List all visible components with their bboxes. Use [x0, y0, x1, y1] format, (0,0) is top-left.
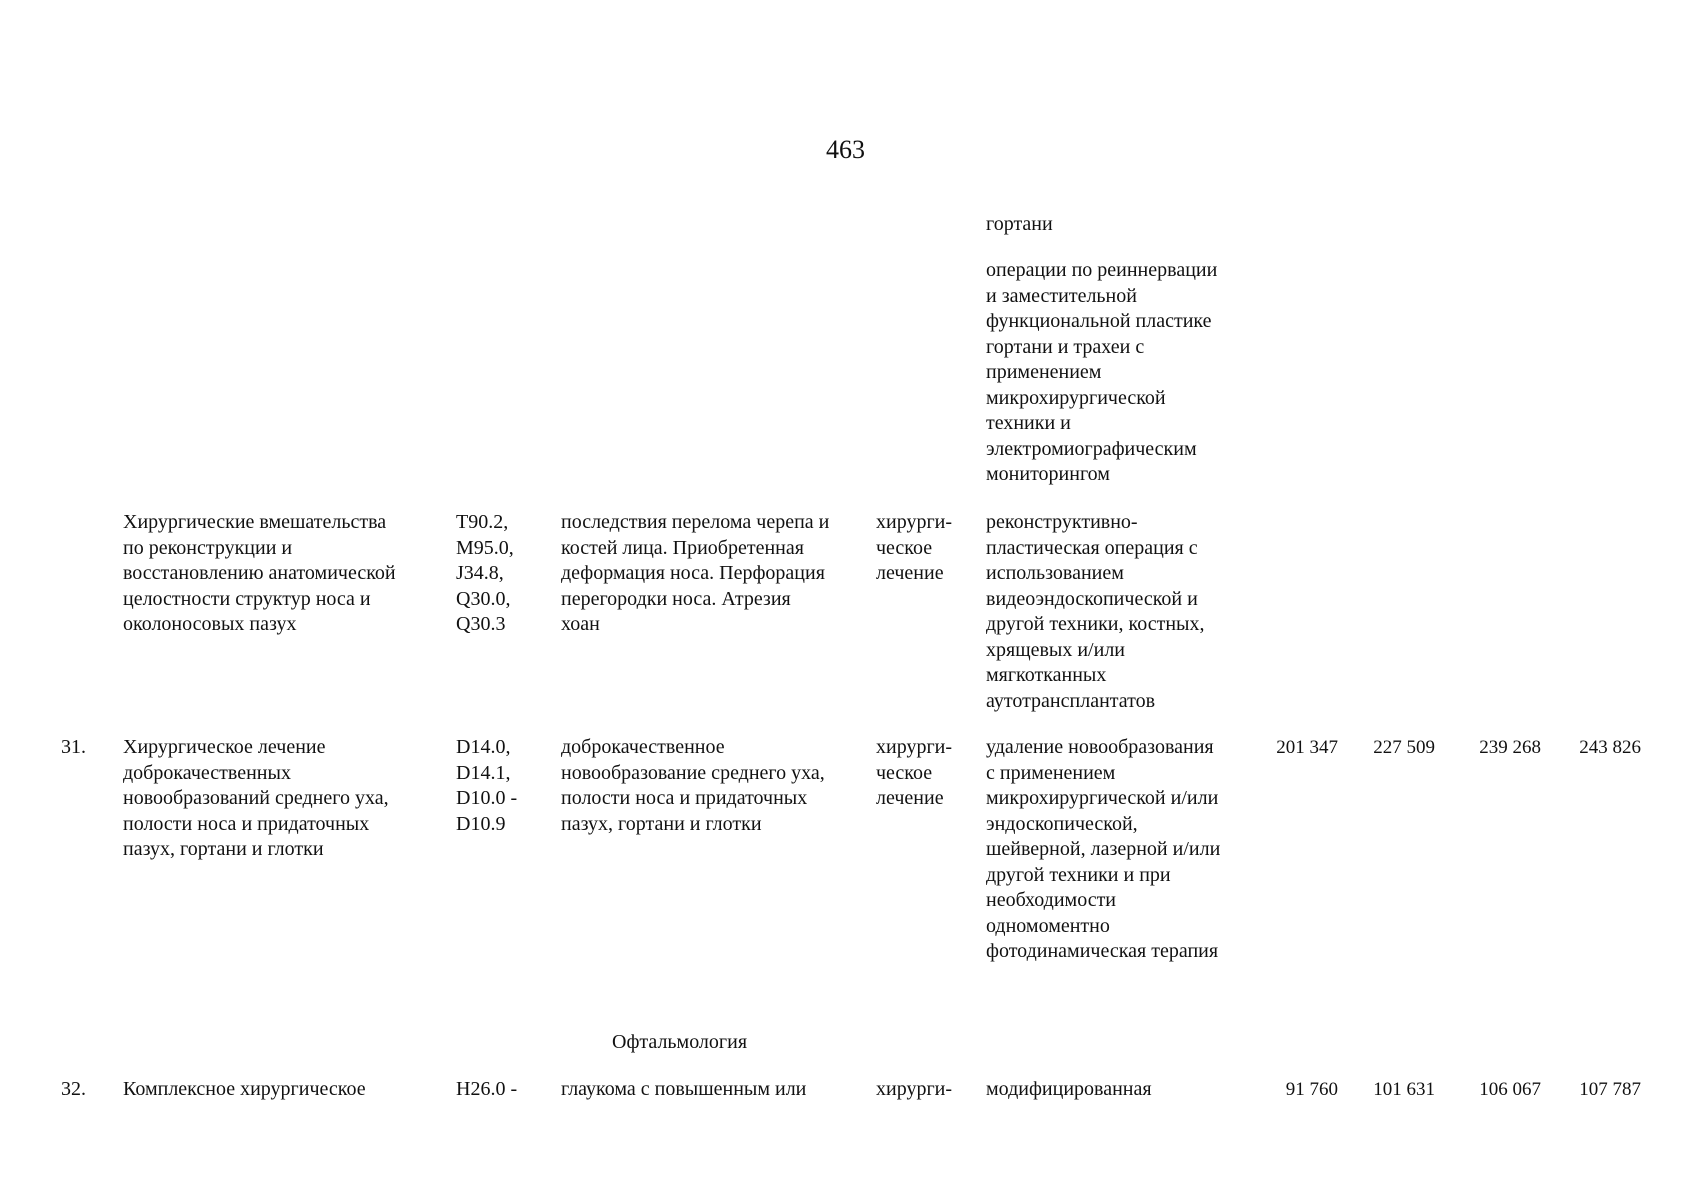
method-line: мягкотканных	[986, 664, 1107, 686]
row-32-name: Комплексное хирургическое	[123, 1078, 366, 1100]
name-line: по реконструкции и	[123, 536, 293, 559]
method-line: необходимости	[986, 889, 1117, 911]
name-line: новообразований среднего уха,	[123, 787, 389, 809]
method-line: применением	[986, 361, 1102, 383]
row-31-value-4: 243 826	[1579, 737, 1641, 758]
method-line: шейверной, лазерной и/или	[986, 838, 1221, 860]
row-31-value-3: 239 268	[1479, 737, 1541, 758]
method-line: аутотрансплантатов	[986, 689, 1156, 712]
model-line: пазух, гортани и глотки	[561, 812, 762, 835]
row-32-value-4: 107 787	[1579, 1079, 1641, 1100]
method-line: электромиографическим	[986, 437, 1197, 460]
name-line: восстановлению анатомической	[123, 562, 396, 584]
code-line: D14.1,	[456, 761, 511, 784]
method-line: операции по реиннервации	[986, 259, 1218, 281]
code-line: D10.9	[456, 812, 506, 835]
model-line: доброкачественное	[561, 736, 725, 758]
row-nose-model-cell	[561, 510, 829, 638]
method-line: реконструктивно-	[986, 511, 1138, 533]
model-line: хоан	[561, 613, 600, 635]
row-31-codes-cell	[456, 735, 517, 837]
method-line: удаление новообразования	[986, 736, 1214, 758]
row-32-value-1: 91 760	[1285, 1079, 1338, 1100]
row-31-value-2: 227 509	[1373, 737, 1435, 758]
method-line: и заместительной	[986, 284, 1137, 307]
section-title: Офтальмология	[612, 1031, 748, 1053]
method-line: техники и	[986, 412, 1071, 434]
row-32-number: 32.	[61, 1078, 86, 1100]
treatment-line: хирурги-	[876, 736, 953, 758]
treatment-line: хирурги-	[876, 511, 953, 533]
row-32-value-2: 101 631	[1373, 1079, 1435, 1100]
name-line: Хирургическое лечение	[123, 736, 326, 758]
method-line: пластическая операция с	[986, 536, 1198, 559]
page-number: 463	[826, 135, 865, 164]
row-31-value-1: 201 347	[1276, 737, 1338, 758]
model-line: последствия перелома черепа и	[561, 511, 830, 533]
row-32-codes: H26.0 -	[456, 1078, 518, 1100]
method-line: эндоскопической,	[986, 812, 1138, 835]
code-line: J34.8,	[456, 562, 504, 584]
method-line: хрящевых и/или	[986, 638, 1126, 661]
row-31-method-cell	[986, 735, 1220, 965]
name-line: целостности структур носа и	[123, 587, 371, 610]
row-31-treatment-cell	[876, 735, 952, 812]
code-line: Q30.0,	[456, 587, 511, 610]
row-nose-method-cell	[986, 510, 1204, 714]
name-line: доброкачественных	[123, 761, 291, 784]
model-line: полости носа и придаточных	[561, 787, 808, 809]
method-line: микрохирургической и/или	[986, 787, 1219, 809]
method-line: одномоментно	[986, 914, 1110, 937]
method-line: видеоэндоскопической и	[986, 587, 1198, 610]
code-line: D14.0,	[456, 736, 511, 758]
treatment-line: ческое	[876, 761, 933, 784]
model-line: костей лица. Приобретенная	[561, 536, 804, 559]
code-line: D10.0 -	[456, 787, 518, 809]
name-line: полости носа и придаточных	[123, 812, 370, 835]
model-line: деформация носа. Перфорация	[561, 562, 825, 584]
treatment-line: лечение	[876, 562, 944, 584]
code-line: T90.2,	[456, 511, 509, 533]
method-continuation-cell	[986, 258, 1217, 488]
method-line: функциональной пластике	[986, 310, 1212, 332]
row-31-name-cell	[123, 735, 389, 863]
treatment-line: лечение	[876, 787, 944, 809]
row-nose-name-cell	[123, 510, 396, 638]
name-line: пазух, гортани и глотки	[123, 838, 324, 860]
row-31-model-cell	[561, 735, 825, 837]
row-32-model: глаукома с повышенным или	[561, 1078, 807, 1100]
row-32-treatment: хирурги-	[876, 1078, 953, 1100]
method-line: использованием	[986, 562, 1124, 584]
row-nose-codes-cell	[456, 510, 514, 638]
row-nose-treatment-cell	[876, 510, 952, 587]
method-line: с применением	[986, 761, 1116, 784]
method-line: другой техники, костных,	[986, 613, 1205, 635]
method-line: микрохирургической	[986, 386, 1166, 409]
model-line: новообразование среднего уха,	[561, 761, 825, 784]
treatment-line: ческое	[876, 536, 933, 559]
code-line: M95.0,	[456, 536, 514, 559]
method-line: другой техники и при	[986, 863, 1171, 886]
name-line: Хирургические вмешательства	[123, 511, 387, 533]
model-line: перегородки носа. Атрезия	[561, 587, 791, 610]
method-line: мониторингом	[986, 463, 1110, 485]
name-line: околоносовых пазух	[123, 613, 297, 635]
row-32-method: модифицированная	[986, 1078, 1152, 1100]
row-32-value-3: 106 067	[1479, 1079, 1541, 1100]
row-31-number: 31.	[61, 736, 86, 758]
method-continuation-top: гортани	[986, 213, 1053, 235]
method-line: фотодинамическая терапия	[986, 940, 1219, 962]
code-line: Q30.3	[456, 613, 506, 635]
method-line: гортани и трахеи с	[986, 335, 1145, 358]
